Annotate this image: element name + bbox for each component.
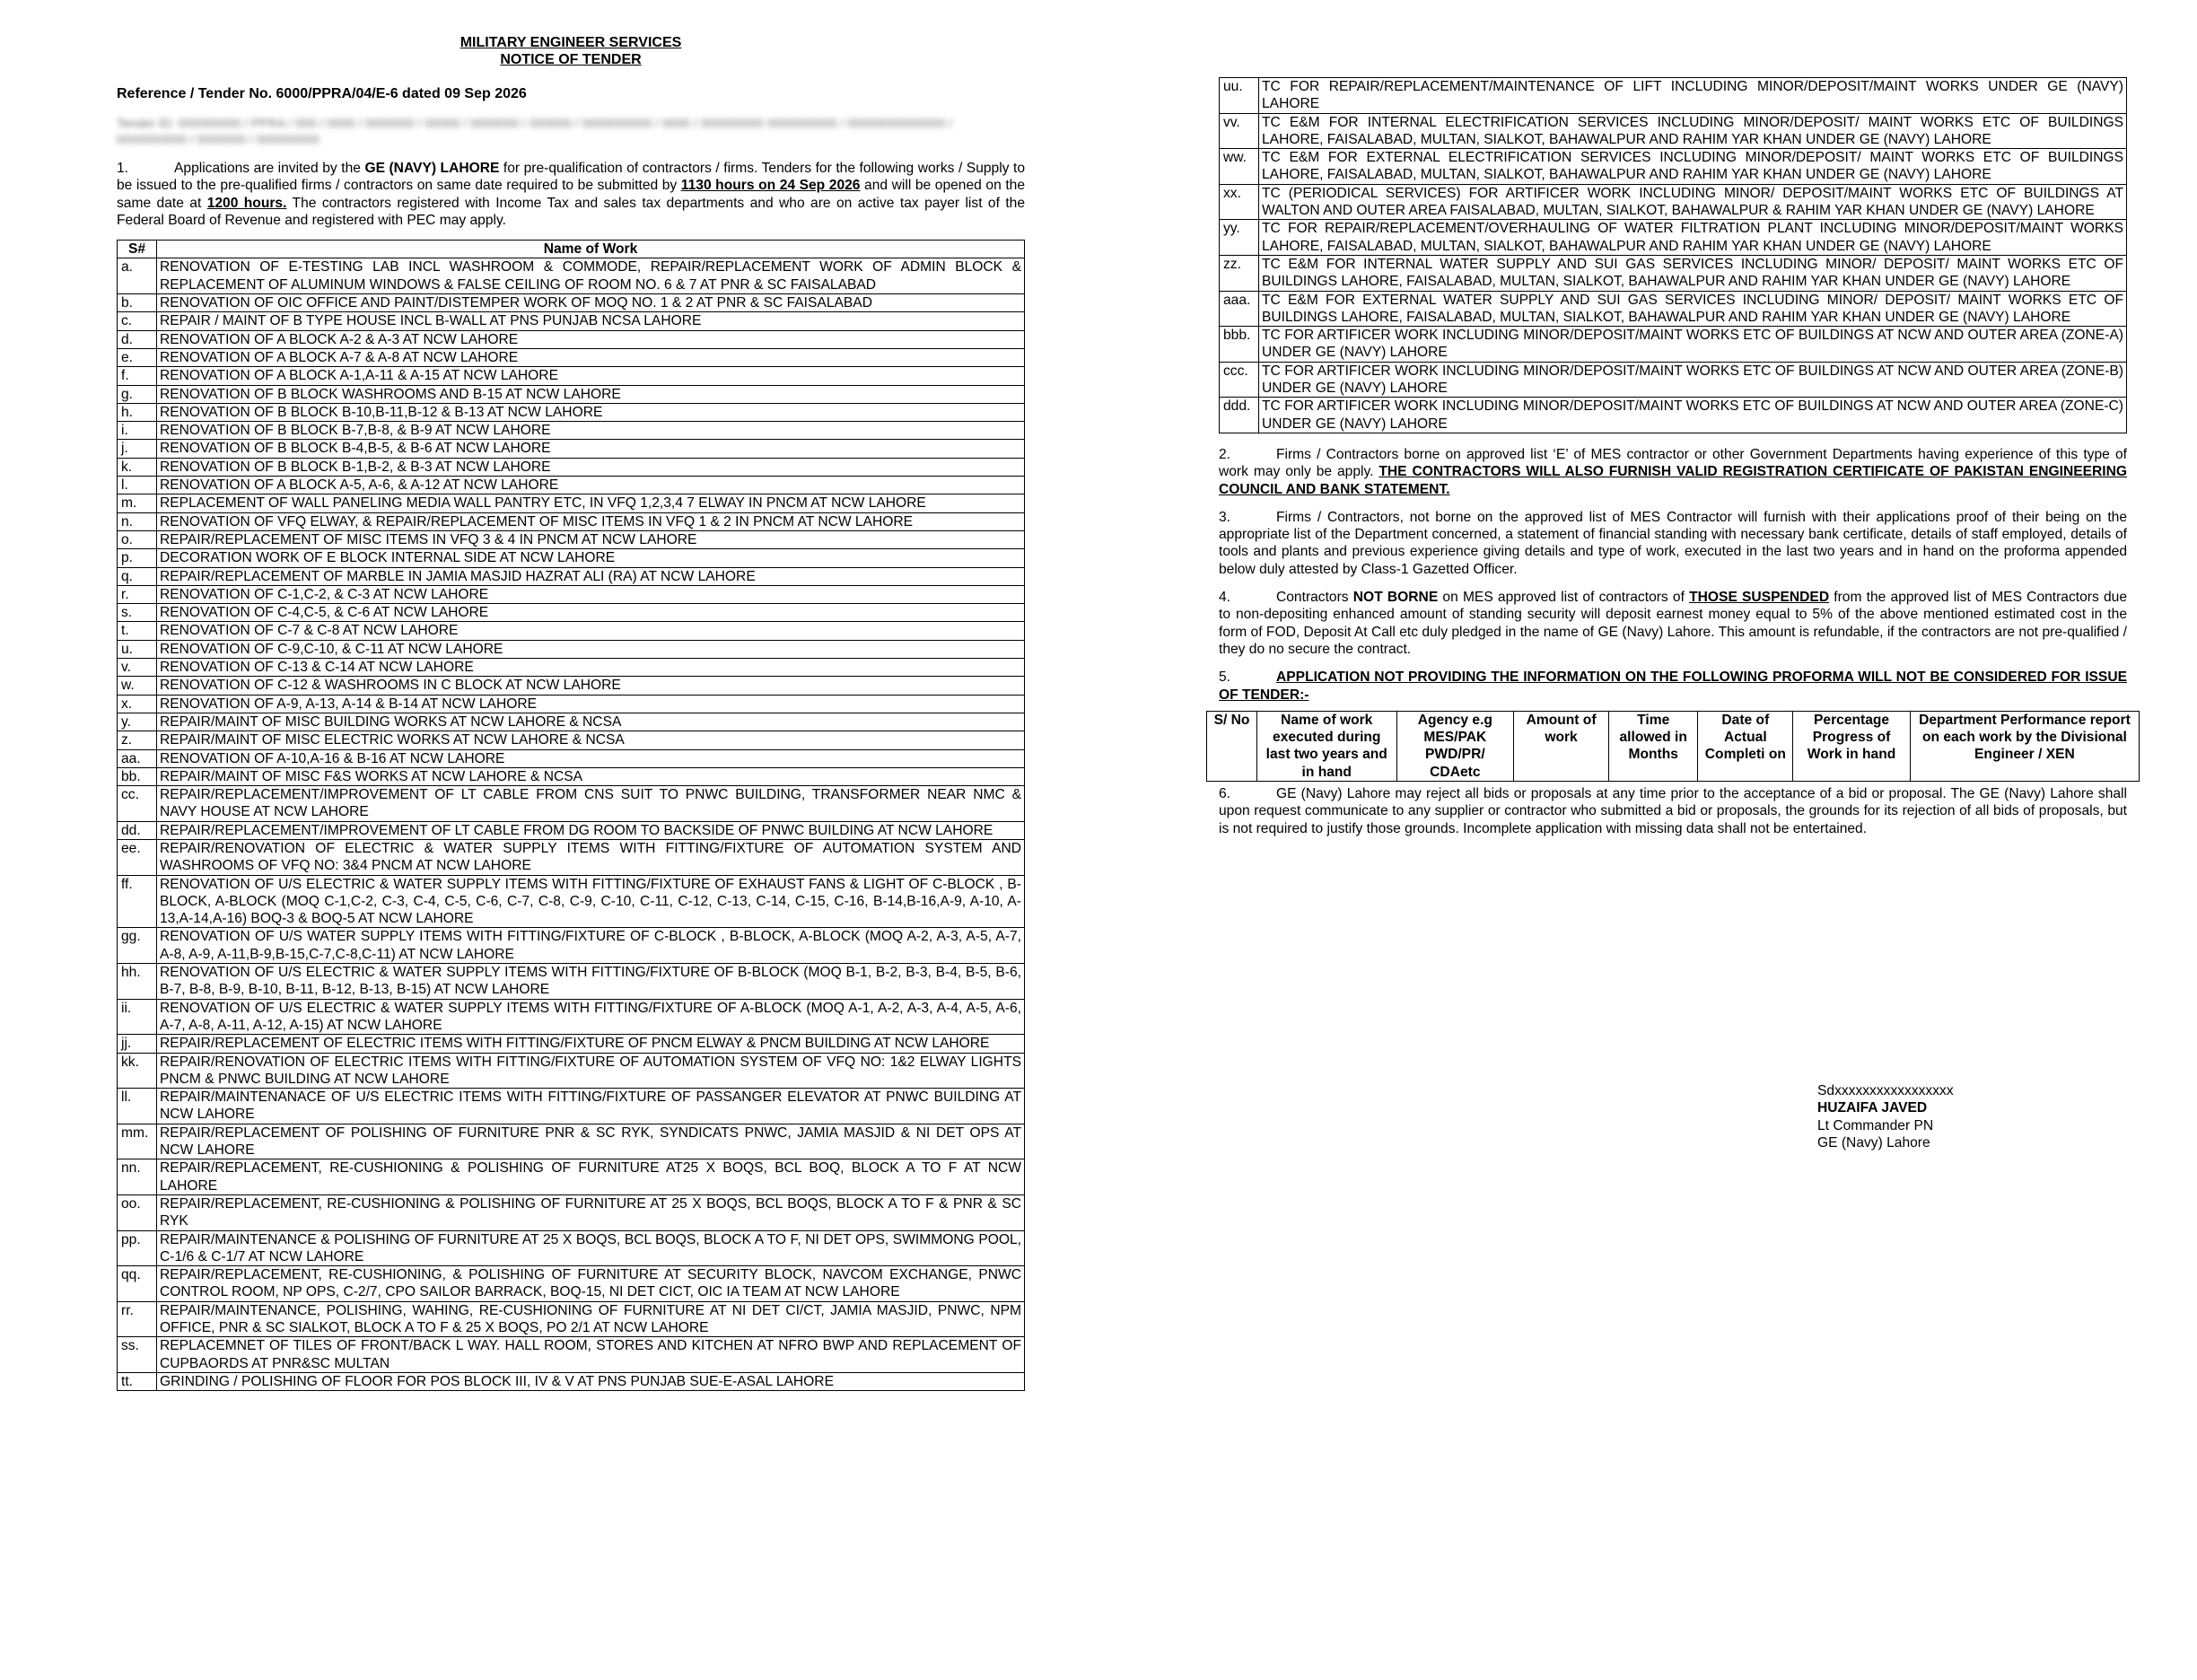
row-serial: ll. (118, 1089, 157, 1124)
row-work-name: REPAIR / MAINT OF B TYPE HOUSE INCL B-WALL AT PNS PUNJAB NCSA LAHORE (157, 312, 1025, 330)
row-serial: ss. (118, 1337, 157, 1373)
row-work-name: RENOVATION OF C-12 & WASHROOMS IN C BLOCK AT NCW LAHORE (157, 677, 1025, 695)
row-work-name: RENOVATION OF VFQ ELWAY, & REPAIR/REPLACEMENT OF MISC ITEMS IN VFQ 1 & 2 IN PNCM AT NCW LAHORE (157, 512, 1025, 530)
right-column (1213, 77, 2131, 837)
row-serial: d. (118, 330, 157, 348)
table-row (118, 458, 1025, 476)
table-row (1220, 362, 2127, 398)
row-serial: q. (118, 567, 157, 585)
row-work-name: RENOVATION OF A BLOCK A-1,A-11 & A-15 AT NCW LAHORE (157, 367, 1025, 385)
row-work-name: REPAIR/REPLACEMENT OF POLISHING OF FURNITURE PNR & SC RYK, SYNDICATS PNWC, JAMIA MASJID & NI DET OPS AT NCW LAHORE (157, 1124, 1025, 1159)
paragraph-number: 2. (1219, 446, 1231, 462)
row-serial: zz. (1220, 255, 1259, 291)
row-serial: j. (118, 440, 157, 458)
para1-deadline: 1130 hours on 24 Sep 2026 (680, 178, 861, 194)
table-row (118, 786, 1025, 822)
table-row (118, 1053, 1025, 1089)
table-row (118, 964, 1025, 1000)
row-work-name: REPLACEMNET OF TILES OF FRONT/BACK L WAY. HALL ROOM, STORES AND KITCHEN AT NFRO BWP AND REPLACEMENT OF CUPBAORDS AT PNR&SC MULTAN (157, 1337, 1025, 1373)
row-serial: cc. (118, 786, 157, 822)
row-serial: ee. (118, 839, 157, 875)
left-column (117, 34, 1025, 1391)
proforma-table (1206, 711, 2140, 782)
table-row (118, 477, 1025, 494)
row-work-name: RENOVATION OF C-4,C-5, & C-6 AT NCW LAHORE (157, 604, 1025, 622)
proforma-col: Percentage Progress of Work in hand (1793, 711, 1911, 781)
table-row (118, 640, 1025, 658)
works-table-left (117, 240, 1025, 1391)
row-serial: m. (118, 494, 157, 512)
row-serial: v. (118, 659, 157, 677)
para1-text-1: Applications are invited by the (174, 161, 365, 176)
row-work-name: TC FOR ARTIFICER WORK INCLUDING MINOR/DEPOSIT/MAINT WORKS ETC OF BUILDINGS AT NCW AND OUTER AREA (ZONE-C) UNDER GE (NAVY) LAHORE (1259, 398, 2127, 433)
row-work-name: REPAIR/REPLACEMENT, RE-CUSHIONING & POLISHING OF FURNITURE AT 25 X BOQS, BCL BOQS, BLOCK A TO F & PNR & SC RYK (157, 1194, 1025, 1230)
row-work-name: RENOVATION OF B BLOCK B-4,B-5, & B-6 AT NCW LAHORE (157, 440, 1025, 458)
table-row (118, 385, 1025, 403)
row-serial: ccc. (1220, 362, 1259, 398)
row-work-name: RENOVATION OF B BLOCK B-1,B-2, & B-3 AT NCW LAHORE (157, 458, 1025, 476)
row-serial: b. (118, 294, 157, 312)
table-row (118, 530, 1025, 548)
row-work-name: RENOVATION OF C-9,C-10, & C-11 AT NCW LAHORE (157, 640, 1025, 658)
row-serial: f. (118, 367, 157, 385)
row-serial: qq. (118, 1266, 157, 1302)
paragraph-number: 1. (117, 161, 129, 176)
row-work-name: TC E&M FOR INTERNAL ELECTRIFICATION SERVICES INCLUDING MINOR/DEPOSIT/ MAINT WORKS ETC OF BUILDINGS LAHORE, FAISALABAD, MULTAN, SIALKOT, BAHAWALPUR AND RAHIM YAR KHAN UNDER GE (NAVY) LAHORE (1259, 113, 2127, 149)
row-serial: bbb. (1220, 327, 1259, 363)
table-row (118, 1337, 1025, 1373)
row-work-name: REPAIR/REPLACEMENT OF MARBLE IN JAMIA MASJID HAZRAT ALI (RA) AT NCW LAHORE (157, 567, 1025, 585)
table-row (118, 403, 1025, 421)
row-serial: dd. (118, 821, 157, 839)
row-work-name: TC FOR ARTIFICER WORK INCLUDING MINOR/DEPOSIT/MAINT WORKS ETC OF BUILDINGS AT NCW AND OUTER AREA (ZONE-B) UNDER GE (NAVY) LAHORE (1259, 362, 2127, 398)
row-work-name: TC E&M FOR INTERNAL WATER SUPPLY AND SUI GAS SERVICES INCLUDING MINOR/ DEPOSIT/ MAINT WORKS ETC OF BUILDINGS LAHORE, FAISALABAD, MULTAN, SIALKOT, BAHAWALPUR AND RAHIM YAR KHAN UNDER GE (NAVY) LAHORE (1259, 255, 2127, 291)
row-serial: e. (118, 348, 157, 366)
row-serial: kk. (118, 1053, 157, 1089)
row-work-name: TC FOR REPAIR/REPLACEMENT/MAINTENANCE OF LIFT INCLUDING MINOR/DEPOSIT/MAINT WORKS UNDER GE (NAVY) LAHORE (1259, 78, 2127, 114)
row-serial: pp. (118, 1230, 157, 1266)
proforma-col: S/ No (1207, 711, 1257, 781)
row-serial: r. (118, 585, 157, 603)
para4-suspended: THOSE SUSPENDED (1689, 590, 1830, 606)
row-work-name: REPAIR/RENOVATION OF ELECTRIC & WATER SUPPLY ITEMS WITH FITTING/FIXTURE OF AUTOMATION SYSTEM AND WASHROOMS OF VFQ NO: 3&4 PNCM AT NCW LAHORE (157, 839, 1025, 875)
table-row (1220, 291, 2127, 327)
row-serial: oo. (118, 1194, 157, 1230)
table-row (1220, 255, 2127, 291)
row-serial: t. (118, 622, 157, 640)
row-work-name: TC FOR ARTIFICER WORK INCLUDING MINOR/DEPOSIT/MAINT WORKS ETC OF BUILDINGS AT NCW AND OUTER AREA (ZONE-A) UNDER GE (NAVY) LAHORE (1259, 327, 2127, 363)
table-row (118, 1194, 1025, 1230)
row-serial: ddd. (1220, 398, 1259, 433)
table-row (118, 659, 1025, 677)
row-work-name: DECORATION WORK OF E BLOCK INTERNAL SIDE AT NCW LAHORE (157, 549, 1025, 567)
row-work-name: RENOVATION OF C-7 & C-8 AT NCW LAHORE (157, 622, 1025, 640)
para4-text-3: from the approved list of MES Contractors due to non-depositing enhanced amount of standing security will deposit earnest money equal to 5% of the above mentioned estimated cost in the form of FOD, Deposit At Call etc duly pledged in the name of GE (Navy) Lahore. This amount is refundable, if the contractors are not pre-qualified / they do no secure the contract. (1219, 590, 2127, 657)
table-row (118, 294, 1025, 312)
paragraph-1 (117, 160, 1025, 229)
table-row (118, 549, 1025, 567)
table-row (118, 567, 1025, 585)
works-table-header (118, 241, 1025, 258)
table-row (118, 695, 1025, 713)
signature-sd: Sdxxxxxxxxxxxxxxxxx (1817, 1083, 1954, 1098)
row-work-name: RENOVATION OF B BLOCK B-7,B-8, & B-9 AT NCW LAHORE (157, 422, 1025, 440)
table-row (1220, 113, 2127, 149)
table-row (118, 1266, 1025, 1302)
notice-title: NOTICE OF TENDER (500, 52, 642, 67)
table-row (118, 1230, 1025, 1266)
table-row (118, 512, 1025, 530)
table-row (118, 1089, 1025, 1124)
proforma-col: Amount of work (1514, 711, 1609, 781)
para2-text: Firms / Contractors borne on approved list ‘E’ of MES contractor or other Government Departments having experience of this type of work may only be apply. (1219, 446, 2127, 480)
table-row (1220, 398, 2127, 433)
row-serial: uu. (1220, 78, 1259, 114)
row-work-name: REPAIR/MAINTENANCE, POLISHING, WAHING, RE-CUSHIONING OF FURNITURE AT NI DET CI/CT, JAMIA MASJID, PNWC, NPM OFFICE, PNR & SC SIALKOT, BLOCK A TO F & 25 X BOQS, PO 2/1 AT NCW LAHORE (157, 1301, 1025, 1337)
para1-opening-time: 1200 hours. (206, 195, 287, 211)
row-serial: z. (118, 731, 157, 749)
table-row (118, 1035, 1025, 1053)
para5-warning: APPLICATION NOT PROVIDING THE INFORMATION ON THE FOLLOWING PROFORMA WILL NOT BE CONSIDERED FOR ISSUE OF TENDER:- (1219, 669, 2127, 703)
row-work-name: RENOVATION OF E-TESTING LAB INCL WASHROOM & COMMODE, REPAIR/REPLACEMENT WORK OF ADMIN BLOCK & REPLACEMENT OF ALUMINUM WINDOWS & FALSE CEILING OF ROOM NO. 6 & 7 AT PNR & SC FAISALABAD (157, 258, 1025, 294)
table-row (118, 1124, 1025, 1159)
row-serial: ff. (118, 875, 157, 928)
para4-not-borne: NOT BORNE (1352, 590, 1439, 606)
table-row (118, 604, 1025, 622)
table-row (118, 821, 1025, 839)
para1-text-2: for pre-qualification of contractors / firms. Tenders for the following works / Supply to be issued to the pre-qualified firms / contractors on same date required to be submitted by (117, 161, 1025, 194)
row-work-name: REPAIR/REPLACEMENT OF MISC ITEMS IN VFQ 3 & 4 IN PNCM AT NCW LAHORE (157, 530, 1025, 548)
table-row (1220, 149, 2127, 185)
row-work-name: TC E&M FOR EXTERNAL ELECTRIFICATION SERVICES INCLUDING MINOR/DEPOSIT/ MAINT WORKS ETC OF BUILDINGS LAHORE, FAISALABAD, MULTAN, SIALKOT, BAHAWALPUR AND RAHIM YAR KHAN UNDER GE (NAVY) LAHORE (1259, 149, 2127, 185)
table-row (1220, 327, 2127, 363)
row-work-name: RENOVATION OF B BLOCK B-10,B-11,B-12 & B-13 AT NCW LAHORE (157, 403, 1025, 421)
row-work-name: TC E&M FOR EXTERNAL WATER SUPPLY AND SUI GAS SERVICES INCLUDING MINOR/ DEPOSIT/ MAINT WORKS ETC OF BUILDINGS LAHORE, FAISALABAD, MULTAN, SIALKOT, BAHAWALPUR AND RAHIM YAR KHAN UNDER GE (NAVY) LAHORE (1259, 291, 2127, 327)
row-work-name: RENOVATION OF U/S WATER SUPPLY ITEMS WITH FITTING/FIXTURE OF C-BLOCK , B-BLOCK, A-BLOCK (MOQ A-2, A-3, A-5, A-7, A-8, A-9, A-11,B-9,B-15,C-7,C-8,C-11) AT NCW LAHORE (157, 928, 1025, 964)
table-row (118, 1372, 1025, 1390)
row-serial: c. (118, 312, 157, 330)
para1-issuer: GE (NAVY) LAHORE (364, 161, 500, 176)
row-serial: rr. (118, 1301, 157, 1337)
para2-requirement: THE CONTRACTORS WILL ALSO FURNISH VALID REGISTRATION CERTIFICATE OF PAKISTAN ENGINEERING COUNCIL AND BANK STATEMENT. (1219, 464, 2127, 497)
row-serial: jj. (118, 1035, 157, 1053)
paragraph-4 (1219, 589, 2127, 658)
proforma-col: Department Performance report on each work by the Divisional Engineer / XEN (1910, 711, 2139, 781)
row-serial: bb. (118, 767, 157, 785)
paragraph-5 (1219, 669, 2127, 704)
row-work-name: RENOVATION OF A BLOCK A-2 & A-3 AT NCW LAHORE (157, 330, 1025, 348)
table-row (118, 258, 1025, 294)
row-work-name: REPAIR/REPLACEMENT, RE-CUSHIONING & POLISHING OF FURNITURE AT25 X BOQS, BCL BOQ, BLOCK A TO F AT NCW LAHORE (157, 1159, 1025, 1195)
row-work-name: REPAIR/MAINT OF MISC ELECTRIC WORKS AT NCW LAHORE & NCSA (157, 731, 1025, 749)
table-row (118, 494, 1025, 512)
row-serial: a. (118, 258, 157, 294)
row-serial: i. (118, 422, 157, 440)
row-work-name: TC (PERIODICAL SERVICES) FOR ARTIFICER WORK INCLUDING MINOR/ DEPOSIT/MAINT WORKS ETC OF BUILDINGS AT WALTON AND OUTER AREA FAISALABAD, MULTAN, SIALKOT, BAHAWALPUR & RAHIM YAR KHAN UNDER GE (NAVY) LAHORE (1259, 184, 2127, 220)
proforma-col: Time allowed in Months (1608, 711, 1698, 781)
row-serial: tt. (118, 1372, 157, 1390)
table-row (118, 767, 1025, 785)
row-serial: aaa. (1220, 291, 1259, 327)
row-work-name: RENOVATION OF U/S ELECTRIC & WATER SUPPLY ITEMS WITH FITTING/FIXTURE OF B-BLOCK (MOQ B-1, B-2, B-3, B-4, B-5, B-6, B-7, B-8, B-9, B-10, B-11, B-12, B-13, B-15) AT NCW LAHORE (157, 964, 1025, 1000)
para6-text: GE (Navy) Lahore may reject all bids or proposals at any time prior to the acceptance of a bid or proposal. The GE (Navy) Lahore shall upon request communicate to any supplier or contractor who submitted a bid or proposals, the grounds for its rejection of all bids of proposals, but is not required to justify those grounds. Incomplete application with missing data shall not be entertained. (1219, 785, 2127, 836)
para1-text-3: and will be opened on the same date at (117, 178, 1025, 211)
row-serial: x. (118, 695, 157, 713)
table-row (118, 622, 1025, 640)
paragraph-3 (1219, 509, 2127, 578)
row-serial: k. (118, 458, 157, 476)
row-serial: y. (118, 713, 157, 731)
works-table-right (1219, 77, 2127, 433)
table-row (118, 422, 1025, 440)
row-work-name: TC FOR REPAIR/REPLACEMENT/OVERHAULING OF WATER FILTRATION PLANT INCLUDING MINOR/DEPOSIT/MAINT WORKS LAHORE, FAISALABAD, MULTAN, SIALKOT, BAHAWALPUR AND RAHIM YAR KHAN UNDER GE (NAVY) LAHORE (1259, 220, 2127, 256)
table-row (1220, 78, 2127, 114)
proforma-col: Name of work executed during last two years and in hand (1256, 711, 1396, 781)
table-row (118, 367, 1025, 385)
para4-text-2: on MES approved list of contractors of (1438, 590, 1690, 606)
row-work-name: REPLACEMENT OF WALL PANELING MEDIA WALL PANTRY ETC, IN VFQ 1,2,3,4 7 ELWAY IN PNCM AT NCW LAHORE (157, 494, 1025, 512)
table-row (118, 713, 1025, 731)
row-serial: ww. (1220, 149, 1259, 185)
row-serial: o. (118, 530, 157, 548)
row-work-name: REPAIR/MAINT OF MISC F&S WORKS AT NCW LAHORE & NCSA (157, 767, 1025, 785)
table-row (118, 999, 1025, 1035)
signatory-name: HUZAIFA JAVED (1817, 1100, 1928, 1116)
table-row (118, 677, 1025, 695)
row-work-name: RENOVATION OF A-9, A-13, A-14 & B-14 AT NCW LAHORE (157, 695, 1025, 713)
row-work-name: RENOVATION OF B BLOCK WASHROOMS AND B-15 AT NCW LAHORE (157, 385, 1025, 403)
row-serial: w. (118, 677, 157, 695)
paragraph-number: 5. (1219, 669, 1231, 686)
signature-block (1817, 1082, 1954, 1151)
row-work-name: RENOVATION OF A BLOCK A-7 & A-8 AT NCW LAHORE (157, 348, 1025, 366)
tender-reference: Reference / Tender No. 6000/PPRA/04/E-6 dated 09 Sep 2026 (117, 86, 527, 101)
row-serial: ii. (118, 999, 157, 1035)
table-row (118, 348, 1025, 366)
row-serial: l. (118, 477, 157, 494)
table-row (118, 731, 1025, 749)
row-serial: p. (118, 549, 157, 567)
row-work-name: RENOVATION OF C-1,C-2, & C-3 AT NCW LAHORE (157, 585, 1025, 603)
table-row (118, 839, 1025, 875)
row-work-name: GRINDING / POLISHING OF FLOOR FOR POS BLOCK III, IV & V AT PNS PUNJAB SUE-E-ASAL LAHORE (157, 1372, 1025, 1390)
paragraph-2 (1219, 446, 2127, 498)
para4-text-1: Contractors (1276, 590, 1353, 606)
header-name-of-work: Name of Work (157, 241, 1025, 258)
row-work-name: RENOVATION OF U/S ELECTRIC & WATER SUPPLY ITEMS WITH FITTING/FIXTURE OF EXHAUST FANS & LIGHT OF C-BLOCK , B-BLOCK, A-BLOCK (MOQ C-1,C-2, C-3, C-4, C-5, C-6, C-7, C-8, C-9, C-10, C-11, C-12, C-13, C-14, C-15, C-16, B-14,B-16,A-9, A-10, A-13,A-14,A-16) BOQ-3 & BOQ-5 AT NCW LAHORE (157, 875, 1025, 928)
proforma-col: Date of Actual Completi on (1698, 711, 1793, 781)
table-row (118, 749, 1025, 767)
row-serial: xx. (1220, 184, 1259, 220)
table-row (1220, 220, 2127, 256)
row-work-name: RENOVATION OF A-10,A-16 & B-16 AT NCW LAHORE (157, 749, 1025, 767)
row-serial: yy. (1220, 220, 1259, 256)
signatory-rank: Lt Commander PN (1817, 1117, 1934, 1133)
header-sn: S# (118, 241, 157, 258)
row-work-name: RENOVATION OF C-13 & C-14 AT NCW LAHORE (157, 659, 1025, 677)
table-row (118, 312, 1025, 330)
row-work-name: REPAIR/RENOVATION OF ELECTRIC ITEMS WITH FITTING/FIXTURE OF AUTOMATION SYSTEM OF VFQ NO: 1&2 ELWAY LIGHTS PNCM & PNWC BUILDING AT NCW LAHORE (157, 1053, 1025, 1089)
table-row (118, 330, 1025, 348)
row-work-name: REPAIR/MAINT OF MISC BUILDING WORKS AT NCW LAHORE & NCSA (157, 713, 1025, 731)
table-row (118, 1301, 1025, 1337)
row-work-name: REPAIR/REPLACEMENT OF ELECTRIC ITEMS WITH FITTING/FIXTURE OF PNCM ELWAY & PNCM BUILDING AT NCW LAHORE (157, 1035, 1025, 1053)
proforma-col: Agency e.g MES/PAK PWD/PR/ CDAetc (1396, 711, 1514, 781)
org-title: MILITARY ENGINEER SERVICES (460, 35, 682, 50)
row-serial: hh. (118, 964, 157, 1000)
row-work-name: RENOVATION OF A BLOCK A-5, A-6, & A-12 AT NCW LAHORE (157, 477, 1025, 494)
table-row (118, 585, 1025, 603)
table-row (118, 928, 1025, 964)
row-serial: n. (118, 512, 157, 530)
row-serial: mm. (118, 1124, 157, 1159)
table-row (118, 875, 1025, 928)
signatory-office: GE (Navy) Lahore (1817, 1134, 1930, 1151)
row-work-name: REPAIR/REPLACEMENT/IMPROVEMENT OF LT CABLE FROM DG ROOM TO BACKSIDE OF PNWC BUILDING AT NCW LAHORE (157, 821, 1025, 839)
row-serial: s. (118, 604, 157, 622)
para3-text: Firms / Contractors, not borne on the approved list of MES Contractor will furnish with their applications proof of their being on the appropriate list of the Department concerned, a statement of financial standing with necessary bank certificate, details of staff employed, details of tools and plants and previous experience giving details and type of work, executed in the last two years and in hand on the proforma appended below duly attested by Class-1 Gazetted Officer. (1219, 509, 2127, 577)
row-work-name: RENOVATION OF U/S ELECTRIC & WATER SUPPLY ITEMS WITH FITTING/FIXTURE OF A-BLOCK (MOQ A-1, A-2, A-3, A-4, A-5, A-6, A-7, A-8, A-11, A-12, A-15) AT NCW LAHORE (157, 999, 1025, 1035)
paragraph-number: 4. (1219, 590, 1231, 606)
para1-text-4: The contractors registered with Income Tax and sales tax departments and who are on active tax payer list of the Federal Board of Revenue and registered with PEC may apply. (117, 195, 1026, 228)
row-serial: nn. (118, 1159, 157, 1195)
row-serial: aa. (118, 749, 157, 767)
paragraph-number: 6. (1219, 785, 1231, 801)
row-serial: vv. (1220, 113, 1259, 149)
table-row (118, 440, 1025, 458)
row-work-name: REPAIR/MAINTENANCE & POLISHING OF FURNITURE AT 25 X BOQS, BCL BOQS, BLOCK A TO F, NI DET OPS, SWIMMONG POOL, C-1/6 & C-1/7 AT NCW LAHORE (157, 1230, 1025, 1266)
table-row (118, 1159, 1025, 1195)
row-work-name: REPAIR/REPLACEMENT/IMPROVEMENT OF LT CABLE FROM CNS SUIT TO PNWC BUILDING, TRANSFORMER NEAR NMC & NAVY HOUSE AT NCW LAHORE (157, 786, 1025, 822)
row-serial: gg. (118, 928, 157, 964)
table-row (1220, 184, 2127, 220)
row-work-name: RENOVATION OF OIC OFFICE AND PAINT/DISTEMPER WORK OF MOQ NO. 1 & 2 AT PNR & SC FAISALABAD (157, 294, 1025, 312)
proforma-header-row (1207, 711, 2140, 781)
row-work-name: REPAIR/MAINTENANACE OF U/S ELECTRIC ITEMS WITH FITTING/FIXTURE OF PASSANGER ELEVATOR AT PNWC BUILDING AT NCW LAHORE (157, 1089, 1025, 1124)
redacted-text: Tender ID: 000000000 / PPRA / 000 / 0000 / 0000000 / 00000 / 0000000 / 000000 / 0000000000 / 0000 / 000000000 0000000000 / 00000000000000 / 0000000000 / 0000000 / 000000000 (117, 116, 953, 146)
paragraph-number: 3. (1219, 509, 1231, 525)
row-work-name: REPAIR/REPLACEMENT, RE-CUSHIONING, & POLISHING OF FURNITURE AT SECURITY BLOCK, NAVCOM EXCHANGE, PNWC CONTROL ROOM, NP OPS, C-2/7, CPO SAILOR BARRACK, BOQ-15, NI DET CICT, OIC IA TEAM AT NCW LAHORE (157, 1266, 1025, 1302)
row-serial: u. (118, 640, 157, 658)
row-serial: h. (118, 403, 157, 421)
paragraph-6 (1219, 785, 2127, 837)
row-serial: g. (118, 385, 157, 403)
